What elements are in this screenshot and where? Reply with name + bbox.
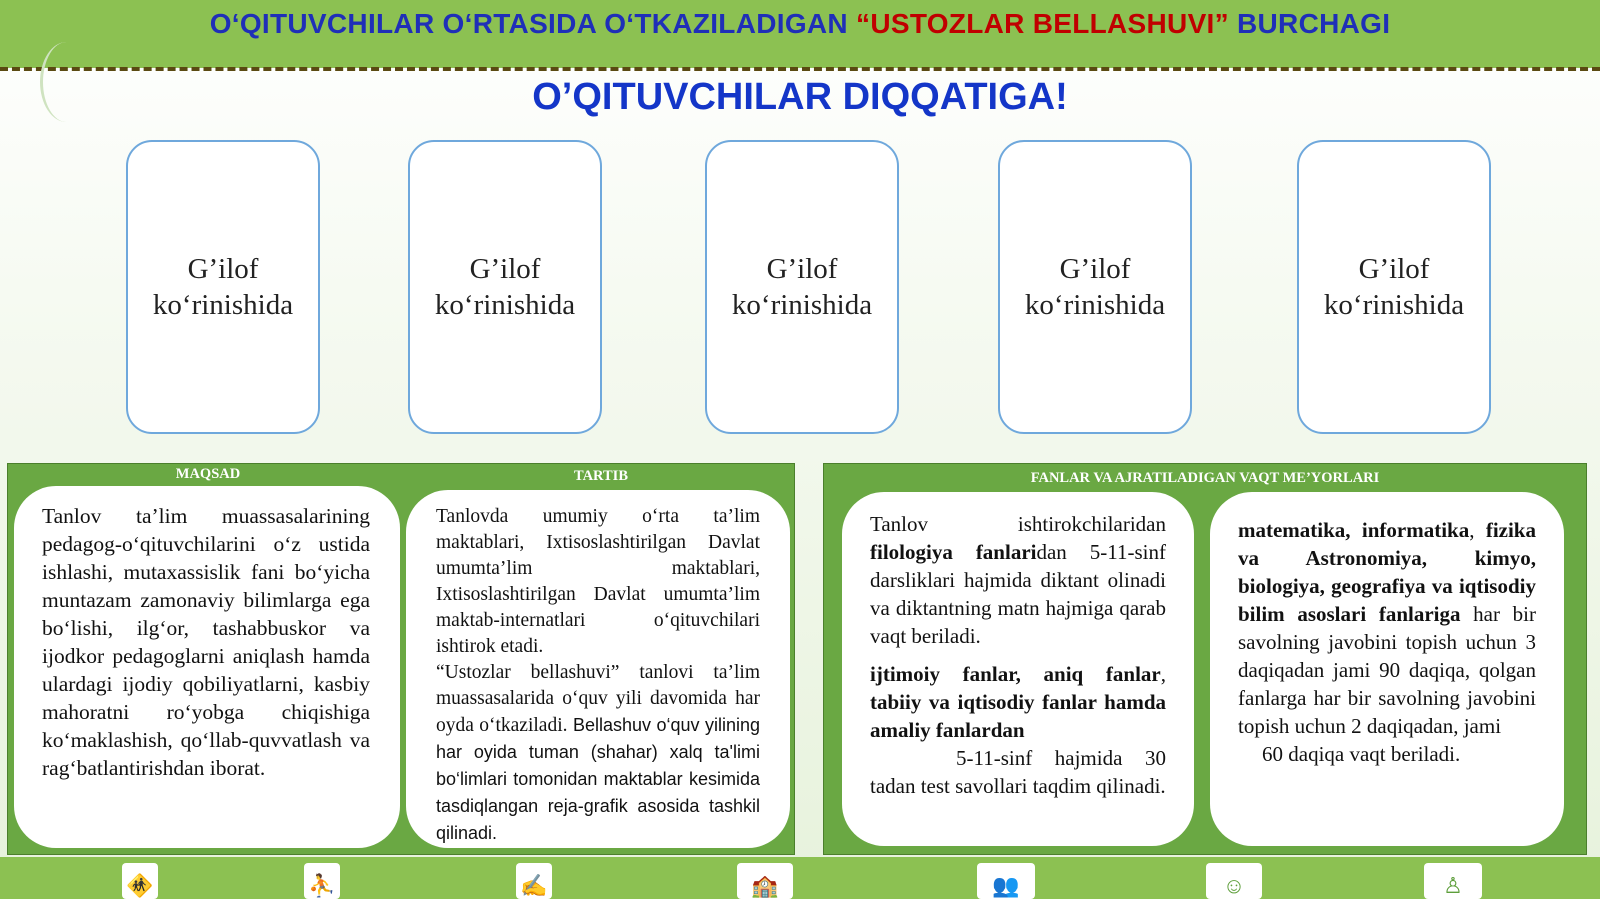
classroom-icon: 👥 bbox=[977, 863, 1035, 899]
text-run: Tanlov ishtirokchilaridan bbox=[870, 512, 1166, 536]
bold-run: matematika, informatika bbox=[1238, 518, 1470, 542]
bold-run: ijtimoiy fanlar, aniq fanlar bbox=[870, 662, 1161, 686]
fanlar-left-paragraph-3: 5-11-sinf hajmida 30 tadan test savollari taqdim qilinadi. bbox=[870, 746, 1166, 798]
title-highlight: “USTOZLAR BELLASHUVI” bbox=[856, 8, 1229, 39]
maqsad-text: Tanlov ta’lim muassasalarining pedagog-o‘qituvchilarini o‘z ustida ishlashi, mutaxassislik fani bo‘yicha muntazam zamonaviy bilimlarga ega bo‘lishi, ilg‘or, tashabbuskor va ijodkor pedagoglarni aniqlash hamda ulardagi ijodiy qobiliyatlarni, kasbiy mahoratni ro‘yobga chiqishiga ko‘maklashish, qo‘llab-quvvatlash va rag‘batlantirishdan iborat. bbox=[42, 504, 370, 780]
children-icon: 🚸 bbox=[122, 863, 158, 899]
text-run: dan 5-11-sinf darsliklari hajmida diktant olinadi va diktantning matn hajmiga qarab vaqt beriladi. bbox=[870, 540, 1166, 648]
card-label: G’ilof ko‘rinishida bbox=[152, 253, 294, 321]
school-icon: 🏫 bbox=[737, 863, 793, 899]
card-label: G’ilof ko‘rinishida bbox=[1024, 253, 1166, 321]
card-label: G’ilof ko‘rinishida bbox=[731, 253, 873, 321]
person-icon: ♙ bbox=[1424, 863, 1482, 899]
header-title bbox=[0, 8, 1600, 40]
maqsad-title: MAQSAD bbox=[175, 466, 241, 482]
card-label: G’ilof ko‘rinishida bbox=[1323, 253, 1465, 321]
teacher-icon: ⛹ bbox=[304, 863, 340, 899]
bold-run: fizika va Astronomiya, kimyo, biologiya, geografiya va iqtisodiy bilim asoslari fanlariga bbox=[1238, 518, 1536, 626]
card-2 bbox=[408, 140, 602, 434]
card-4 bbox=[998, 140, 1192, 434]
tartib-bubble bbox=[406, 490, 790, 848]
text-run: har bir savolning javobini topish uchun 3 daqiqadan jami 90 daqiqa, qolgan fanlarga har bir savolning javobini topish uchun 2 daqiqadan, jami bbox=[1238, 602, 1536, 738]
card-3 bbox=[705, 140, 899, 434]
fanlar-title: FANLAR VA AJRATILADIGAN VAQT ME’YORLARI bbox=[1030, 470, 1380, 486]
bold-run: filologiya fanlari bbox=[870, 540, 1037, 564]
fanlar-right-conclusion: 60 daqiqa vaqt beriladi. bbox=[1262, 742, 1461, 766]
maqsad-bubble bbox=[14, 486, 400, 848]
card-label: G’ilof ko‘rinishida bbox=[434, 253, 576, 321]
tartib-paragraph: Bellashuv o‘quv yilining har oyida tuman (shahar) xalq ta'limi bo‘limlari tomonidan maktablar kesimida tasdiqlangan reja-grafik asosida tashkil qilinadi. bbox=[436, 715, 760, 843]
page-subtitle: O’QITUVCHILAR DIQQATIGA! bbox=[532, 76, 1068, 118]
tartib-paragraph: Tanlovda umumiy o‘rta ta’lim maktablari, Ixtisoslashtirilgan Davlat umumta’lim maktablari, Ixtisoslashtirilgan Davlat umumta’lim maktab-internatlari o‘qituvchilari ishtirok etadi. bbox=[436, 506, 760, 657]
tartib-text bbox=[436, 504, 760, 847]
footer-bar bbox=[0, 857, 1600, 899]
fanlar-right-bubble bbox=[1210, 492, 1564, 846]
card-1 bbox=[126, 140, 320, 434]
meeting-icon: ☺ bbox=[1206, 863, 1262, 899]
fanlar-left-bubble bbox=[842, 492, 1194, 846]
fanlar-left-paragraph-1 bbox=[870, 510, 1166, 650]
fanlar-left-paragraph-2 bbox=[870, 660, 1166, 744]
dashed-divider bbox=[0, 67, 1600, 71]
text-run: , bbox=[1469, 518, 1486, 542]
bold-run: tabiiy va iqtisodiy fanlar hamda amaliy fanlardan bbox=[870, 690, 1166, 742]
fanlar-panel bbox=[823, 463, 1587, 855]
text-run: , bbox=[1160, 662, 1166, 686]
student-icon: ✍ bbox=[516, 863, 552, 899]
tartib-title: TARTIB bbox=[573, 468, 628, 484]
fanlar-left-text bbox=[870, 510, 1166, 800]
title-part: BURCHAGI bbox=[1228, 8, 1391, 39]
maqsad-tartib-panel bbox=[7, 463, 795, 855]
header-bar bbox=[0, 0, 1600, 68]
card-5 bbox=[1297, 140, 1491, 434]
fanlar-right-text bbox=[1238, 516, 1536, 740]
tartib-paragraph: “Ustozlar bellashuvi” tanlovi ta’lim muassasalarida o‘quv yili davomida har oyda o‘tkaziladi. bbox=[436, 662, 760, 736]
title-part: O‘QITUVCHILAR O‘RTASIDA O‘TKAZILADIGAN bbox=[209, 8, 857, 39]
